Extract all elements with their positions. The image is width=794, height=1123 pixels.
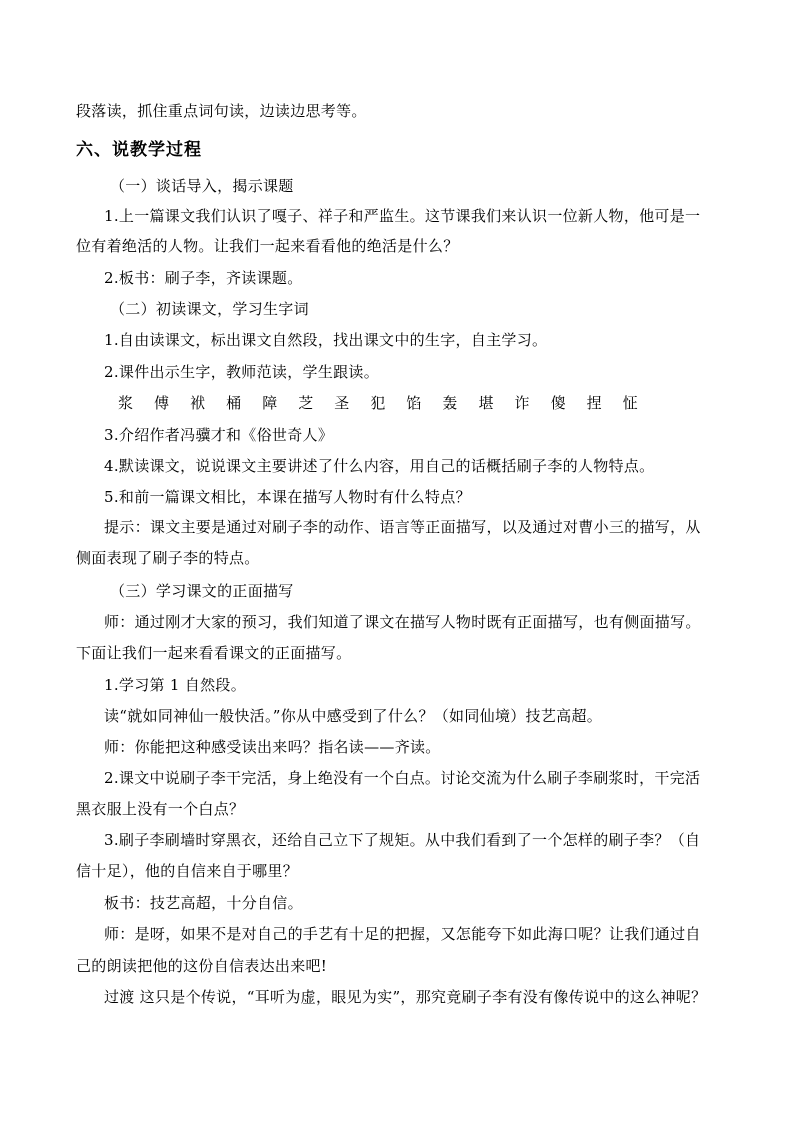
paragraph-line: 师：通过刚才大家的预习，我们知道了课文在描写人物时既有正面描写，也有侧面描写。 <box>104 613 701 631</box>
paragraph-line: 师：你能把这种感受读出来吗？指名读——齐读。 <box>104 738 441 756</box>
subsection-heading: （一）谈话导入，揭示课题 <box>110 177 294 195</box>
new-character: 桶 <box>226 394 242 412</box>
paragraph-line: 1.学习第 1 自然段。 <box>104 676 246 694</box>
new-character: 傅 <box>154 394 170 412</box>
paragraph-line: 5.和前一篇课文相比，本课在描写人物时有什么特点？ <box>104 488 471 506</box>
new-character: 傻 <box>550 394 566 412</box>
new-character: 圣 <box>334 394 350 412</box>
subsection-heading: （二）初读课文，学习生字词 <box>110 300 309 318</box>
paragraph-line: 段落读，抓住重点词句读，边读边思考等。 <box>76 102 367 120</box>
new-character-list <box>118 392 638 414</box>
paragraph-line: 师：是呀，如果不是对自己的手艺有十足的把握，又怎能夸下如此海口呢？让我们通过自 <box>104 925 701 943</box>
new-character: 袱 <box>190 394 206 412</box>
new-character: 馅 <box>406 394 422 412</box>
paragraph-line: 下面让我们一起来看看课文的正面描写。 <box>76 644 352 662</box>
paragraph-line: 黑衣服上没有一个白点？ <box>76 800 245 818</box>
paragraph-line: 读“就如同神仙一般快活。”你从中感受到了什么？（如同仙境）技艺高超。 <box>104 707 603 725</box>
paragraph-line: 3.介绍作者冯骥才和《俗世奇人》 <box>104 426 334 444</box>
paragraph-line: 板书：技艺高超，十分自信。 <box>104 894 303 912</box>
paragraph-line: 3.刷子李刷墙时穿黑衣，还给自己立下了规矩。从中我们看到了一个怎样的刷子李？（自 <box>104 831 701 849</box>
new-character: 捏 <box>586 394 602 412</box>
paragraph-line: 1.上一篇课文我们认识了嘎子、祥子和严监生。这节课我们来认识一位新人物，他可是一 <box>104 207 701 225</box>
new-character: 芝 <box>298 394 314 412</box>
paragraph-line: 过渡 这只是个传说，“耳听为虚，眼见为实”，那究竟刷子李有没有像传说中的这么神呢？ <box>104 988 707 1006</box>
paragraph-line: 2.课文中说刷子李干完活，身上绝没有一个白点。讨论交流为什么刷子李刷浆时，干完活 <box>104 769 701 787</box>
paragraph-line: 信十足），他的自信来自于哪里？ <box>76 862 299 880</box>
section-heading: 六、说教学过程 <box>76 140 202 160</box>
new-character: 诈 <box>514 394 530 412</box>
subsection-heading: （三）学习课文的正面描写 <box>110 582 294 600</box>
paragraph-line: 提示：课文主要是通过对刷子李的动作、语言等正面描写，以及通过对曹小三的描写，从 <box>104 518 701 536</box>
new-character: 轰 <box>442 394 458 412</box>
paragraph-line: 位有着绝活的人物。让我们一起来看看他的绝活是什么？ <box>76 237 459 255</box>
paragraph-line: 己的朗读把他的这份自信表达出来吧! <box>76 957 328 975</box>
paragraph-line: 侧面表现了刷子李的特点。 <box>76 549 260 567</box>
new-character: 怔 <box>622 394 638 412</box>
paragraph-line: 2.课件出示生字，教师范读，学生跟读。 <box>104 363 380 381</box>
new-character: 障 <box>262 394 278 412</box>
paragraph-line: 4.默读课文，说说课文主要讲述了什么内容，用自己的话概括刷子李的人物特点。 <box>104 457 655 475</box>
new-character: 堪 <box>478 394 494 412</box>
new-character: 浆 <box>118 394 134 412</box>
new-character: 犯 <box>370 394 386 412</box>
paragraph-line: 2.板书：刷子李，齐读课题。 <box>104 269 303 287</box>
paragraph-line: 1.自由读课文，标出课文自然段，找出课文中的生字，自主学习。 <box>104 331 548 349</box>
